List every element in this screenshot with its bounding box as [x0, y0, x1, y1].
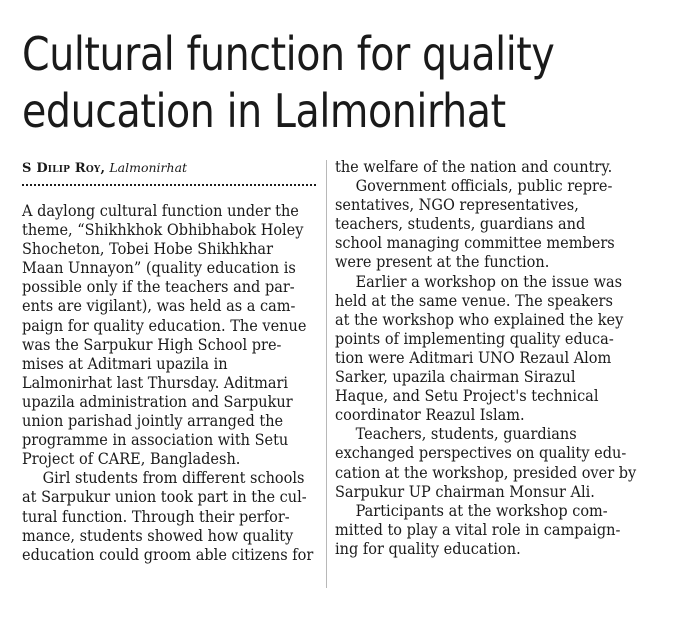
text-line: at the workshop who explained the key: [335, 310, 624, 329]
text-line: exchanged perspectives on quality edu-: [335, 444, 627, 463]
text-line: programme in association with Setu: [22, 431, 289, 450]
text-line: was the Sarpukur High School pre-: [22, 335, 282, 354]
text-line: teachers, students, guardians and: [335, 215, 586, 234]
text-line: tural function. Through their perfor-: [22, 507, 290, 526]
headline-line: education in Lalmonirhat: [22, 84, 506, 138]
text-line: Haque, and Setu Project's technical: [335, 387, 599, 406]
text-line: Project of CARE, Bangladesh.: [22, 450, 241, 469]
text-line: Participants at the workshop com-: [355, 501, 608, 520]
text-line: ents are vigilant), was held as a cam-: [22, 297, 296, 316]
text-line: the welfare of the nation and country.: [335, 158, 613, 176]
text-line: Girl students from different schools: [42, 469, 305, 488]
text-line: mitted to play a vital role in campaign-: [335, 520, 621, 539]
text-line: possible only if the teachers and par-: [22, 278, 295, 297]
text-line: tion were Aditmari UNO Rezaul Alom: [335, 348, 612, 367]
byline: [22, 160, 187, 177]
headline: [22, 26, 590, 140]
text-line: sentatives, NGO representatives,: [335, 196, 579, 215]
headline-line: Cultural function for quality: [22, 27, 555, 81]
text-line: A daylong cultural function under the: [22, 202, 299, 220]
text-line: school managing committee members: [335, 234, 615, 253]
text-line: education could groom able citizens for: [22, 545, 314, 564]
article-column-right: [335, 158, 645, 559]
text-line: Teachers, students, guardians: [355, 425, 577, 444]
text-line: ing for quality education.: [335, 539, 521, 558]
text-line: coordinator Reazul Islam.: [335, 406, 525, 425]
byline-author: S Dilip Roy,: [22, 161, 106, 176]
column-divider: [326, 160, 327, 588]
text-line: mance, students showed how quality: [22, 526, 294, 545]
text-line: Earlier a workshop on the issue was: [355, 272, 623, 291]
article-column-left: [22, 202, 322, 565]
text-line: Government officials, public repre-: [355, 177, 613, 196]
text-line: Maan Unnayon” (quality education is: [22, 259, 296, 278]
byline-divider: [22, 184, 316, 186]
text-line: paign for quality education. The venue: [22, 316, 307, 335]
text-line: Sarpukur UP chairman Monsur Ali.: [335, 482, 595, 501]
text-line: were present at the function.: [335, 253, 550, 272]
text-line: Sarker, upazila chairman Sirazul: [335, 368, 576, 387]
text-line: Lalmonirhat last Thursday. Aditmari: [22, 373, 289, 392]
text-line: theme, “Shikhkhok Obhibhabok Holey: [22, 221, 304, 240]
text-line: at Sarpukur union took part in the cul-: [22, 488, 307, 507]
byline-location: Lalmonirhat: [109, 160, 188, 175]
text-line: union parishad jointly arranged the: [22, 412, 284, 431]
text-line: held at the same venue. The speakers: [335, 291, 613, 310]
text-line: Shocheton, Tobei Hobe Shikhkhar: [22, 240, 274, 259]
text-line: cation at the workshop, presided over by: [335, 463, 637, 482]
text-line: upazila administration and Sarpukur: [22, 392, 293, 411]
text-line: mises at Aditmari upazila in: [22, 354, 228, 373]
text-line: points of implementing quality educa-: [335, 329, 614, 348]
